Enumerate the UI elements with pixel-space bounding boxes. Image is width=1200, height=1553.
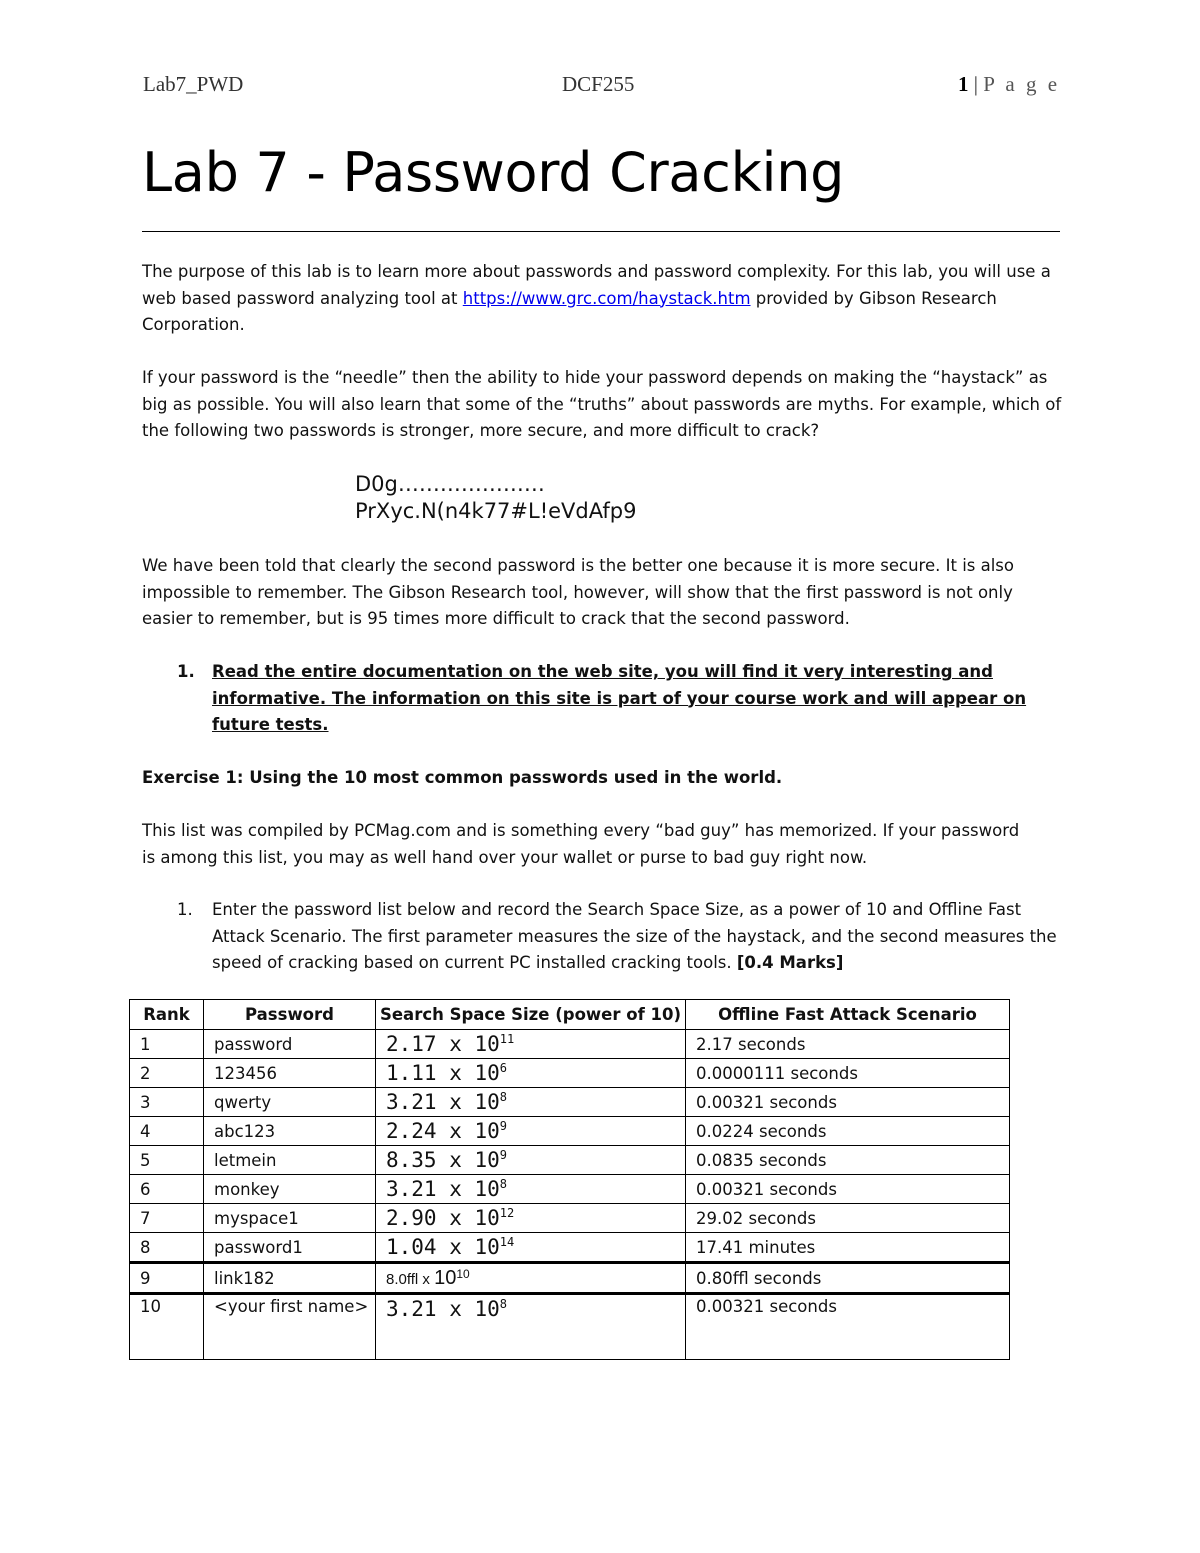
- password-cell: abc123: [204, 1117, 376, 1146]
- table-header-row: [130, 1000, 1010, 1030]
- intro-text-after-link: provided by Gibson Research Corporation.: [142, 288, 997, 334]
- search-space-mantissa: 3.21 x 10: [386, 1297, 500, 1321]
- password-cell: monkey: [204, 1175, 376, 1204]
- search-space-cell: [376, 1204, 686, 1233]
- rank-cell: 9: [130, 1263, 204, 1294]
- rank-cell: 6: [130, 1175, 204, 1204]
- header-offline-attack: Offline Fast Attack Scenario: [686, 1000, 1010, 1030]
- exercise-heading: Exercise 1: Using the 10 most common passwords used in the world.: [142, 768, 783, 787]
- intro-text-before-link: The purpose of this lab is to learn more about passwords and password complexity. For this lab, you will use a web based password analyzing tool at: [142, 262, 1051, 308]
- instruction-number: 1.: [177, 662, 195, 681]
- step-marks: [0.4 Marks]: [736, 953, 844, 972]
- table-row: [130, 1233, 1010, 1263]
- search-space-mantissa: 8.0ffl x: [386, 1270, 435, 1288]
- search-space-base: 10: [434, 1266, 457, 1289]
- table-row: [130, 1059, 1010, 1088]
- header-course-code: DCF255: [562, 72, 635, 96]
- header-password: Password: [204, 1000, 376, 1030]
- header-page-number: 1: [958, 72, 969, 96]
- table-row: [130, 1146, 1010, 1175]
- search-space-mantissa: 3.21 x 10: [386, 1177, 500, 1201]
- haystack-link[interactable]: https://www.grc.com/haystack.htm: [462, 288, 751, 308]
- needle-paragraph: If your password is the “needle” then the ability to hide your password depends on making the “haystack” as big as possible. You will also learn that some of the “truths” about passwords are myths. For example, which of the following two passwords is stronger, more secure, and more difficult to crack?: [142, 368, 1062, 440]
- intro-paragraph: [142, 259, 1067, 339]
- rank-cell: 7: [130, 1204, 204, 1233]
- search-space-cell: [376, 1175, 686, 1204]
- table-row: [130, 1175, 1010, 1204]
- table-row: [130, 1204, 1010, 1233]
- step-number: 1.: [177, 900, 193, 919]
- attack-time-cell: 2.17 seconds: [686, 1030, 1010, 1059]
- search-space-exponent: 10: [456, 1266, 470, 1281]
- search-space-mantissa: 8.35 x 10: [386, 1148, 500, 1172]
- password-cell: letmein: [204, 1146, 376, 1175]
- header-page-word: P a g e: [983, 72, 1061, 96]
- attack-time-cell: 29.02 seconds: [686, 1204, 1010, 1233]
- search-space-exponent: 9: [499, 1148, 508, 1162]
- password-cell: password1: [204, 1233, 376, 1263]
- table-row: [130, 1088, 1010, 1117]
- search-space-cell: [376, 1263, 686, 1294]
- search-space-cell: [376, 1088, 686, 1117]
- gibson-paragraph: We have been told that clearly the second password is the better one because it is more secure. It is also impossible to remember. The Gibson Research tool, however, will show that the first password is not only easier to remember, but is 95 times more difficult to crack that the second password.: [142, 556, 1015, 628]
- search-space-mantissa: 2.17 x 10: [386, 1032, 500, 1056]
- search-space-mantissa: 1.04 x 10: [386, 1235, 500, 1259]
- table-row: [130, 1294, 1010, 1360]
- attack-time-cell: 0.0224 seconds: [686, 1117, 1010, 1146]
- table-row: [130, 1263, 1010, 1294]
- search-space-mantissa: 2.90 x 10: [386, 1206, 500, 1230]
- search-space-mantissa: 1.11 x 10: [386, 1061, 500, 1085]
- search-space-exponent: 14: [499, 1235, 515, 1249]
- rank-cell: 5: [130, 1146, 204, 1175]
- password-cell: myspace1: [204, 1204, 376, 1233]
- search-space-cell: [376, 1117, 686, 1146]
- header-page-indicator: [958, 72, 1060, 97]
- step-instructions: Enter the password list below and record the Search Space Size, as a power of 10 and Offline Fast Attack Scenario. The first parameter measures the size of the haystack, and the second measures the speed of cracking based on current PC installed cracking tools.: [212, 900, 1057, 972]
- header-search-space: Search Space Size (power of 10): [376, 1000, 686, 1030]
- attack-time-cell: 0.0000111 seconds: [686, 1059, 1010, 1088]
- search-space-cell: [376, 1059, 686, 1088]
- rank-cell: 10: [130, 1294, 204, 1360]
- search-space-cell: [376, 1146, 686, 1175]
- rank-cell: 3: [130, 1088, 204, 1117]
- search-space-exponent: 8: [499, 1177, 508, 1191]
- password-table: [129, 999, 1010, 1360]
- search-space-cell: [376, 1030, 686, 1059]
- attack-time-cell: 0.00321 seconds: [686, 1175, 1010, 1204]
- search-space-mantissa: 3.21 x 10: [386, 1090, 500, 1114]
- search-space-exponent: 6: [499, 1061, 508, 1075]
- attack-time-cell: 17.41 minutes: [686, 1233, 1010, 1263]
- example-password-complex: PrXyc.N(n4k77#L!eVdAfp9: [355, 499, 637, 523]
- search-space-exponent: 8: [499, 1297, 508, 1311]
- table-row: [130, 1117, 1010, 1146]
- search-space-exponent: 9: [499, 1119, 508, 1133]
- page-title: Lab 7 - Password Cracking: [142, 141, 845, 204]
- attack-time-cell: 0.00321 seconds: [686, 1088, 1010, 1117]
- list-paragraph: This list was compiled by PCMag.com and is something every “bad guy” has memorized. If your password is among this list, you may as well hand over your wallet or purse to bad guy right now.: [142, 821, 1020, 867]
- attack-time-cell: 0.00321 seconds: [686, 1294, 1010, 1360]
- password-cell: link182: [204, 1263, 376, 1294]
- instruction-text: Read the entire documentation on the web site, you will find it very interesting and informative. The information on this site is part of your course work and will appear on future tests.: [212, 662, 1027, 734]
- search-space-mantissa: 2.24 x 10: [386, 1119, 500, 1143]
- example-password-weak: D0g…………………: [355, 472, 545, 496]
- attack-time-cell: 0.80ffl seconds: [686, 1263, 1010, 1294]
- step-text: [212, 897, 1072, 977]
- attack-time-cell: 0.0835 seconds: [686, 1146, 1010, 1175]
- header-doc-name: Lab7_PWD: [143, 72, 244, 96]
- rank-cell: 8: [130, 1233, 204, 1263]
- password-cell: qwerty: [204, 1088, 376, 1117]
- header-separator: |: [973, 72, 978, 96]
- search-space-exponent: 11: [499, 1032, 515, 1046]
- search-space-cell: [376, 1294, 686, 1360]
- search-space-cell: [376, 1233, 686, 1263]
- header-rank: Rank: [130, 1000, 204, 1030]
- password-cell: 123456: [204, 1059, 376, 1088]
- rank-cell: 1: [130, 1030, 204, 1059]
- search-space-exponent: 12: [499, 1206, 515, 1220]
- rank-cell: 4: [130, 1117, 204, 1146]
- title-divider: [142, 231, 1060, 232]
- table-row: [130, 1030, 1010, 1059]
- password-cell: password: [204, 1030, 376, 1059]
- rank-cell: 2: [130, 1059, 204, 1088]
- password-cell: <your first name>: [204, 1294, 376, 1360]
- search-space-exponent: 8: [499, 1090, 508, 1104]
